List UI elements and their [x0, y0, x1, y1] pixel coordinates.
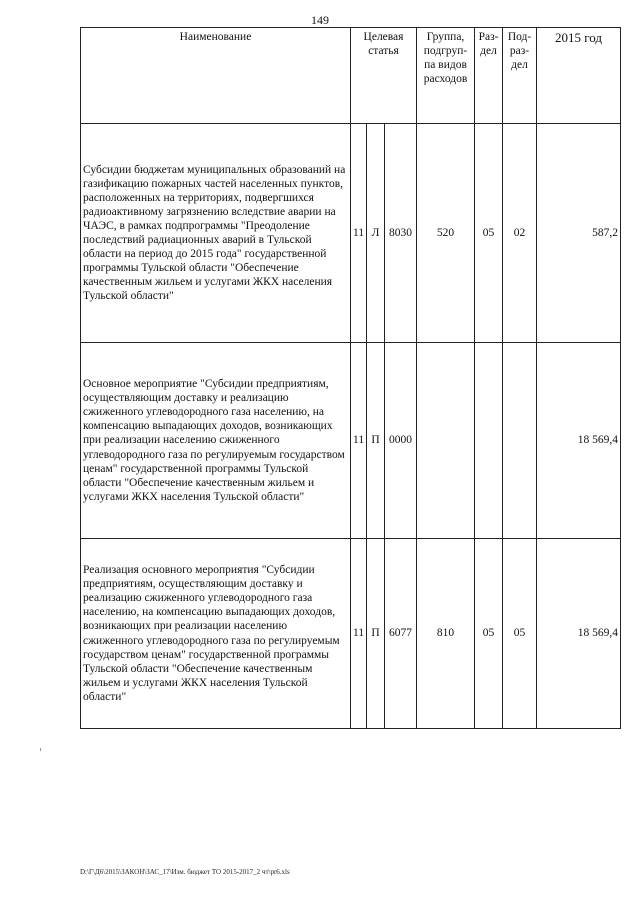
- row-target-code-2: Л: [367, 124, 385, 343]
- scan-mark: [40, 748, 41, 751]
- row-target-code-2: П: [367, 343, 385, 539]
- header-group: Группа, подгруп-па видов расходов: [417, 28, 475, 124]
- row-amount: 18 569,4: [537, 539, 621, 729]
- table-row: [81, 343, 621, 539]
- header-subsection: Под-раз-дел: [503, 28, 537, 124]
- row-target-code-3: 8030: [385, 124, 417, 343]
- row-group: [417, 343, 475, 539]
- row-group: 810: [417, 539, 475, 729]
- row-name: Основное мероприятие "Субсидии предприятиям, осуществляющим доставку и реализацию сжиженного углеводородного газа населению, на компенсацию выпадающих доходов, возникающих при реализации населению сжиженного углеводородного газа по регулируемым государством ценам" государственной программы Тульской области "Обеспечение качественным жильем и услугами ЖКХ населения Тульской области": [81, 343, 351, 539]
- row-section: 05: [475, 539, 503, 729]
- row-target-code-2: П: [367, 539, 385, 729]
- row-amount: 18 569,4: [537, 343, 621, 539]
- row-target-code-3: 6077: [385, 539, 417, 729]
- header-year: 2015 год: [537, 28, 621, 124]
- row-section: [475, 343, 503, 539]
- row-section: 05: [475, 124, 503, 343]
- row-name: Реализация основного мероприятия "Субсидии предприятиям, осуществляющим доставку и реализацию сжиженного углеводородного газа населению, на компенсацию выпадающих доходов, возникающих при реализации населению сжиженного углеводородного газа по регулируемым государством ценам" государственной программы Тульской области "Обеспечение качественным жильем и услугами ЖКХ населения Тульской области": [81, 539, 351, 729]
- row-subsection: 02: [503, 124, 537, 343]
- row-amount: 587,2: [537, 124, 621, 343]
- header-name: Наименование: [81, 28, 351, 124]
- table-row: [81, 124, 621, 343]
- row-target-code-1: 11: [351, 124, 367, 343]
- budget-table: [80, 27, 621, 729]
- header-row: [81, 28, 621, 124]
- row-group: 520: [417, 124, 475, 343]
- row-name: Субсидии бюджетам муниципальных образований на газификацию пожарных частей населенных пунктов, расположенных на территориях, подвергшихся радиоактивному загрязнению вследствие аварии на ЧАЭС, в рамках подпрограммы "Преодоление последствий радиационных аварий в Тульской области на период до 2015 года" государственной программы Тульской области "Обеспечение качественным жильем и услугами ЖКХ населения Тульской области": [81, 124, 351, 343]
- row-target-code-1: 11: [351, 343, 367, 539]
- row-target-code-1: 11: [351, 539, 367, 729]
- row-subsection: 05: [503, 539, 537, 729]
- table-row: [81, 539, 621, 729]
- row-subsection: [503, 343, 537, 539]
- page-number: 149: [311, 13, 329, 27]
- header-section: Раз-дел: [475, 28, 503, 124]
- row-target-code-3: 0000: [385, 343, 417, 539]
- file-path-footer: D:\Г\Д6\2015\ЗАКОН\ЗАС_17\Изм. бюджет ТО 2015-2017_2 чт\pr6.xls: [80, 868, 290, 876]
- header-target: Целевая статья: [351, 28, 417, 124]
